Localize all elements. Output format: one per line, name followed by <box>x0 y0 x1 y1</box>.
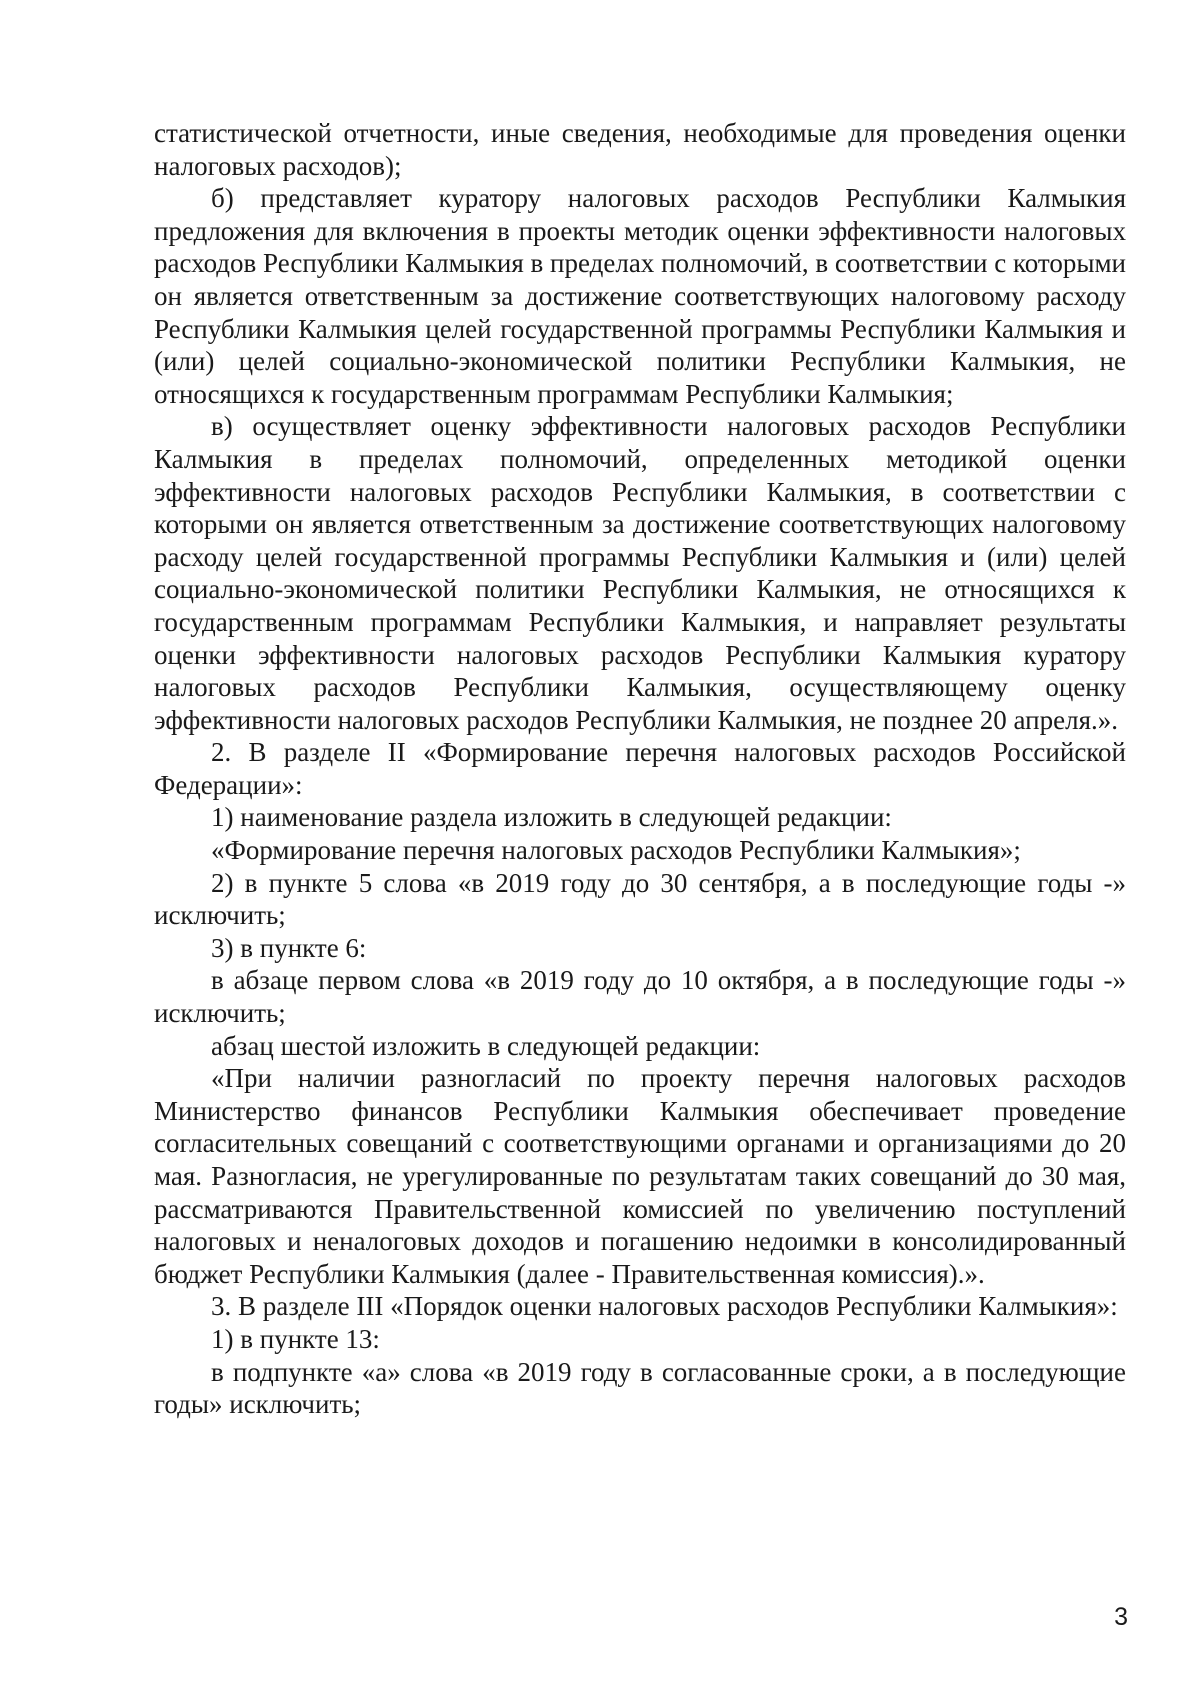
paragraph-item-2: 2) в пункте 5 слова «в 2019 году до 30 сентября, а в последующие годы -» исключить; <box>154 867 1126 931</box>
paragraph-subitem-a: в подпункте «а» слова «в 2019 году в согласованные сроки, а в последующие годы» исключить; <box>154 1356 1126 1420</box>
paragraph-v: в) осуществляет оценку эффективности налоговых расходов Республики Калмыкия в пределах полномочий, определенных методикой оценки эффективности налоговых расходов Республики Калмыкия, в соответствии с которыми он является ответственным за достижение соответствующих налоговому расходу целей государственной программы Республики Калмыкия и (или) целей социально-экономической политики Республики Калмыкия, не относящихся к государственным программам Республики Калмыкия, и направляет результаты оценки эффективности налоговых расходов Республики Калмыкия куратору налоговых расходов Республики Калмыкия, осуществляющему оценку эффективности налоговых расходов Республики Калмыкия, не позднее 20 апреля.». <box>154 411 1126 735</box>
paragraph-continuation: статистической отчетности, иные сведения, необходимые для проведения оценки налоговых расходов); <box>154 118 1126 181</box>
paragraph-section-3: 3. В разделе III «Порядок оценки налоговых расходов Республики Калмыкия»: <box>211 1291 1118 1322</box>
paragraph-disagreements: «При наличии разногласий по проекту перечня налоговых расходов Министерство финансов Республики Калмыкия обеспечивает проведение согласительных совещаний с соответствующими органами и организациями до 20 мая. Разногласия, не урегулированные по результатам таких совещаний до 30 мая, рассматриваются Правительственной комиссией по увеличению поступлений налоговых и неналоговых доходов и погашению недоимки в консолидированный бюджет Республики Калмыкия (далее - Правительственная комиссия).». <box>154 1063 1126 1289</box>
page-number: 3 <box>1114 1603 1128 1631</box>
document-body <box>154 117 1126 1421</box>
paragraph-first-abzac: в абзаце первом слова «в 2019 году до 10 октября, а в последующие годы -» исключить; <box>154 965 1126 1029</box>
paragraph-item-1: 1) наименование раздела изложить в следующей редакции: <box>211 802 892 833</box>
paragraph-item-13: 1) в пункте 13: <box>211 1323 380 1354</box>
paragraph-section-2: 2. В разделе II «Формирование перечня налоговых расходов Российской Федерации»: <box>154 737 1126 800</box>
paragraph-item-3: 3) в пункте 6: <box>211 932 367 963</box>
paragraph-sixth-abzac: абзац шестой изложить в следующей редакции: <box>211 1030 761 1061</box>
paragraph-b: б) представляет куратору налоговых расходов Республики Калмыкия предложения для включения в проекты методик оценки эффективности налоговых расходов Республики Калмыкия в пределах полномочий, в соответствии с которыми он является ответственным за достижение соответствующих налоговому расходу Республики Калмыкия целей государственной программы Республики Калмыкия и (или) целей социально-экономической политики Республики Калмыкия, не относящихся к государственным программам Республики Калмыкия; <box>154 183 1126 409</box>
paragraph-quote-title: «Формирование перечня налоговых расходов Республики Калмыкия»; <box>211 835 1021 866</box>
